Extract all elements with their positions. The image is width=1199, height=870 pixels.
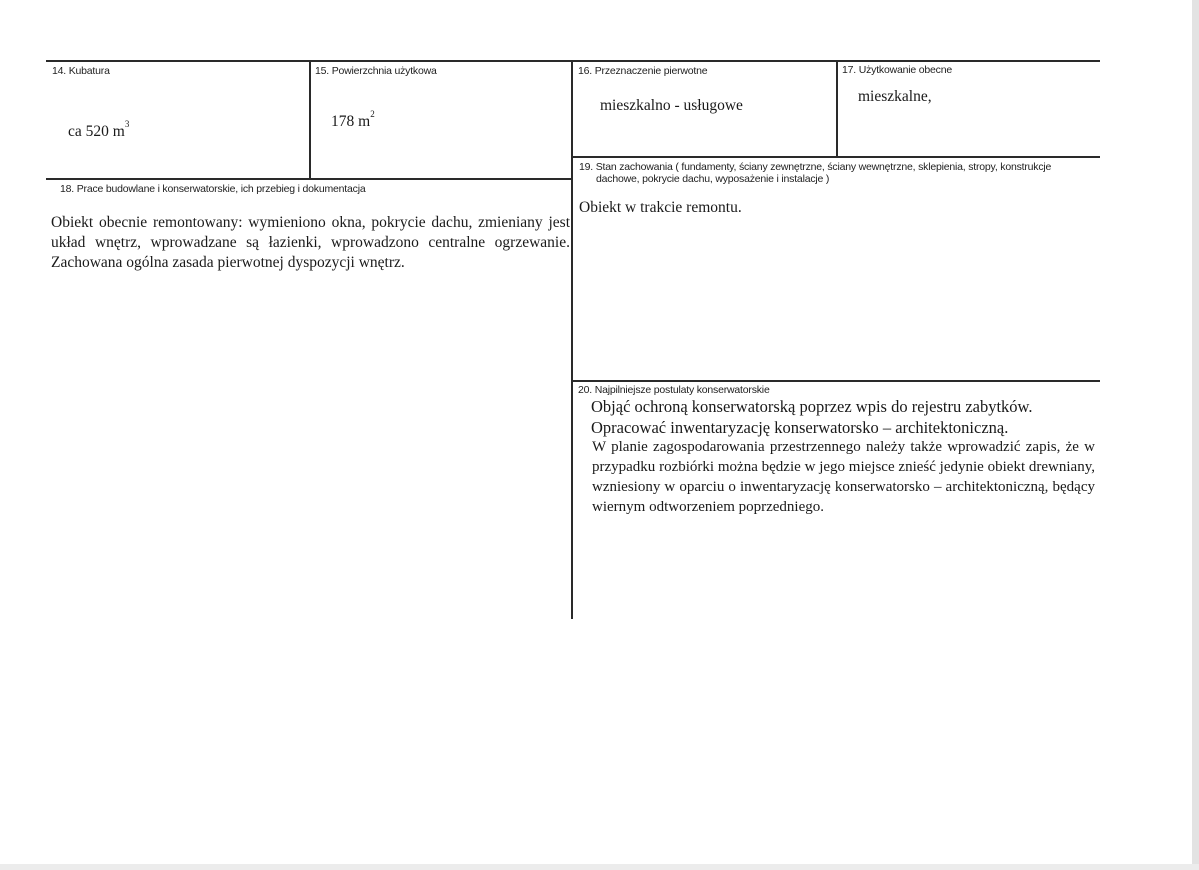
field-19-label-line2: dachowe, pokrycie dachu, wyposażenie i instalacje ) (596, 173, 830, 185)
field-20-line2: Opracować inwentaryzację konserwatorsko – architektoniczną. (591, 418, 1009, 437)
field-15-label: 15. Powierzchnia użytkowa (315, 65, 437, 77)
field-15-value: 178 $m^2$ (331, 109, 375, 131)
form-rule-section-20 (571, 380, 1100, 382)
field-17-value: mieszkalne, (858, 88, 932, 105)
form-rule-divider-center (571, 61, 573, 619)
sheet-edge (0, 864, 1199, 870)
form-rule-divider-16-17 (836, 61, 838, 157)
form-rule-divider-14-15 (309, 61, 311, 179)
form-rule-section-18 (46, 178, 572, 180)
field-18-label: 18. Prace budowlane i konserwatorskie, ich przebieg i dokumentacja (60, 183, 366, 195)
sheet-edge (1192, 0, 1199, 870)
field-20-line1: Objąć ochroną konserwatorską poprzez wpis do rejestru zabytków. (591, 397, 1033, 416)
field-14-value: ca 520 $m^3$ (68, 119, 130, 141)
field-20-paragraph: W planie zagospodarowania przestrzennego należy także wprowadzić zapis, że w przypadku rozbiórki można będzie w jego miejsce znieść jedynie obiekt drewniany, wzniesiony w oparciu o inwentaryzację konserwatorsko – architektoniczną, będący wiernym odtworzeniem poprzedniego. (592, 439, 1095, 515)
form-rule-top (46, 60, 1100, 62)
field-20-label: 20. Najpilniejsze postulaty konserwatorskie (578, 384, 770, 396)
field-17-label: 17. Użytkowanie obecne (842, 64, 953, 76)
field-16-value: mieszkalno - usługowe (600, 97, 743, 114)
field-16-label: 16. Przeznaczenie pierwotne (578, 65, 708, 77)
form-rule-section-19 (571, 156, 1100, 158)
field-19-label-line1: 19. Stan zachowania ( fundamenty, ściany zewnętrzne, ściany wewnętrzne, sklepienia, stropy, konstrukcje (579, 161, 1052, 173)
field-19-value: Obiekt w trakcie remontu. (579, 199, 742, 216)
field-14-label: 14. Kubatura (52, 65, 110, 77)
field-18-text: Obiekt obecnie remontowany: wymieniono okna, pokrycie dachu, zmieniany jest układ wnętrz, wprowadzane są łazienki, wprowadzono centralne ogrzewanie. Zachowana ogólna zasada pierwotnej dyspozycji wnętrz. (51, 214, 570, 271)
